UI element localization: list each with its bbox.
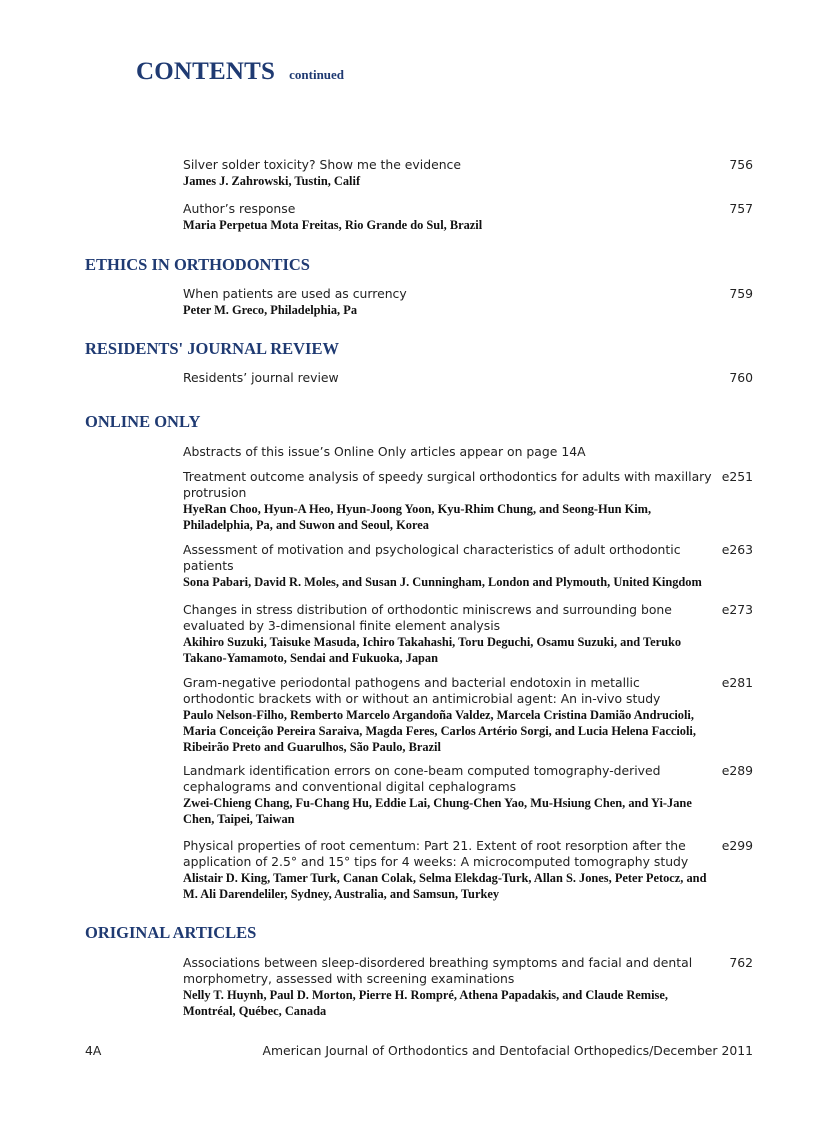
page-title: CONTENTS bbox=[136, 58, 276, 85]
toc-entry[interactable] bbox=[183, 469, 753, 533]
toc-entry[interactable] bbox=[183, 838, 753, 902]
entry-title[interactable]: Landmark identification errors on cone-beam computed tomography-derived cephalograms and conventional digital cephalograms bbox=[183, 763, 661, 794]
entry-title[interactable]: When patients are used as currency bbox=[183, 286, 407, 301]
entry-authors: Paulo Nelson-Filho, Remberto Marcelo Argandoña Valdez, Marcela Cristina Damião Andrucioli, Maria Conceição Pereira Saraiva, Magda Feres, Carlos Artério Sorgi, and Lucia Helena Faccioli, Ribeirão Preto and Guarulhos, São Paulo, Brazil bbox=[183, 708, 696, 754]
footer-journal-title: American Journal of Orthodontics and Dentofacial Orthopedics/December 2011 bbox=[262, 1043, 753, 1058]
entry-title[interactable]: Silver solder toxicity? Show me the evidence bbox=[183, 157, 461, 172]
entry-authors: Nelly T. Huynh, Paul D. Morton, Pierre H. Rompré, Athena Papadakis, and Claude Remise, Montréal, Québec, Canada bbox=[183, 988, 668, 1018]
entry-authors: HyeRan Choo, Hyun-A Heo, Hyun-Joong Yoon, Kyu-Rhim Chung, and Seong-Hun Kim, Philadelphia, Pa, and Suwon and Seoul, Korea bbox=[183, 502, 652, 532]
entry-authors: Alistair D. King, Tamer Turk, Canan Colak, Selma Elekdag-Turk, Allan S. Jones, Peter Petocz, and M. Ali Darendeliler, Sydney, Australia, and Samsun, Turkey bbox=[183, 871, 707, 901]
toc-entry[interactable] bbox=[183, 955, 753, 1019]
entry-page: e299 bbox=[721, 838, 753, 853]
toc-entry[interactable] bbox=[183, 201, 753, 233]
entry-title[interactable]: Residents’ journal review bbox=[183, 370, 339, 385]
online-abstracts-note: Abstracts of this issue’s Online Only articles appear on page 14A bbox=[183, 444, 586, 459]
entry-page: e251 bbox=[721, 469, 753, 484]
section-heading-ethics: ETHICS IN ORTHODONTICS bbox=[85, 255, 310, 274]
entry-page: e263 bbox=[721, 542, 753, 557]
entry-title[interactable]: Gram-negative periodontal pathogens and bacterial endotoxin in metallic orthodontic brackets with or without an antimicrobial agent: An in-vivo study bbox=[183, 675, 661, 706]
entry-authors: Zwei-Chieng Chang, Fu-Chang Hu, Eddie Lai, Chung-Chen Yao, Mu-Hsiung Chen, and Yi-Jane Chen, Taipei, Taiwan bbox=[183, 796, 692, 826]
toc-entry[interactable] bbox=[183, 286, 753, 318]
entry-page: e281 bbox=[721, 675, 753, 690]
footer-page-number: 4A bbox=[85, 1043, 102, 1058]
page-header bbox=[136, 58, 344, 86]
toc-entry[interactable] bbox=[183, 157, 753, 189]
entry-page: e273 bbox=[721, 602, 753, 617]
section-heading-online: ONLINE ONLY bbox=[85, 412, 201, 431]
entry-page: 759 bbox=[729, 286, 753, 301]
section-heading-residents: RESIDENTS' JOURNAL REVIEW bbox=[85, 339, 339, 358]
entry-title[interactable]: Assessment of motivation and psychological characteristics of adult orthodontic patients bbox=[183, 542, 681, 573]
entry-authors: Peter M. Greco, Philadelphia, Pa bbox=[183, 303, 358, 317]
entry-authors: James J. Zahrowski, Tustin, Calif bbox=[183, 174, 361, 188]
entry-authors: Akihiro Suzuki, Taisuke Masuda, Ichiro Takahashi, Toru Deguchi, Osamu Suzuki, and Teruko Takano-Yamamoto, Sendai and Fukuoka, Japan bbox=[183, 635, 682, 665]
toc-entry[interactable] bbox=[183, 763, 753, 827]
page-subtitle: continued bbox=[289, 67, 345, 82]
entry-page: e289 bbox=[721, 763, 753, 778]
toc-note bbox=[183, 444, 753, 460]
toc-entry[interactable] bbox=[183, 602, 753, 666]
entry-page: 760 bbox=[729, 370, 753, 385]
entry-title[interactable]: Associations between sleep-disordered breathing symptoms and facial and dental morphometry, assessed with screening examinations bbox=[183, 955, 693, 986]
entry-authors: Sona Pabari, David R. Moles, and Susan J. Cunningham, London and Plymouth, United Kingdom bbox=[183, 575, 702, 589]
entry-page: 757 bbox=[729, 201, 753, 216]
entry-page: 756 bbox=[729, 157, 753, 172]
toc-entry[interactable] bbox=[183, 675, 753, 755]
entry-authors: Maria Perpetua Mota Freitas, Rio Grande do Sul, Brazil bbox=[183, 218, 483, 232]
entry-title[interactable]: Treatment outcome analysis of speedy surgical orthodontics for adults with maxillary protrusion bbox=[183, 469, 712, 500]
toc-entry[interactable] bbox=[183, 370, 753, 386]
entry-title[interactable]: Author’s response bbox=[183, 201, 296, 216]
section-heading-original: ORIGINAL ARTICLES bbox=[85, 923, 257, 942]
toc-entry[interactable] bbox=[183, 542, 753, 590]
entry-page: 762 bbox=[729, 955, 753, 970]
entry-title[interactable]: Physical properties of root cementum: Part 21. Extent of root resorption after the application of 2.5° and 15° tips for 4 weeks: A microcomputed tomography study bbox=[183, 838, 689, 869]
entry-title[interactable]: Changes in stress distribution of orthodontic miniscrews and surrounding bone evaluated by 3-dimensional finite element analysis bbox=[183, 602, 672, 633]
